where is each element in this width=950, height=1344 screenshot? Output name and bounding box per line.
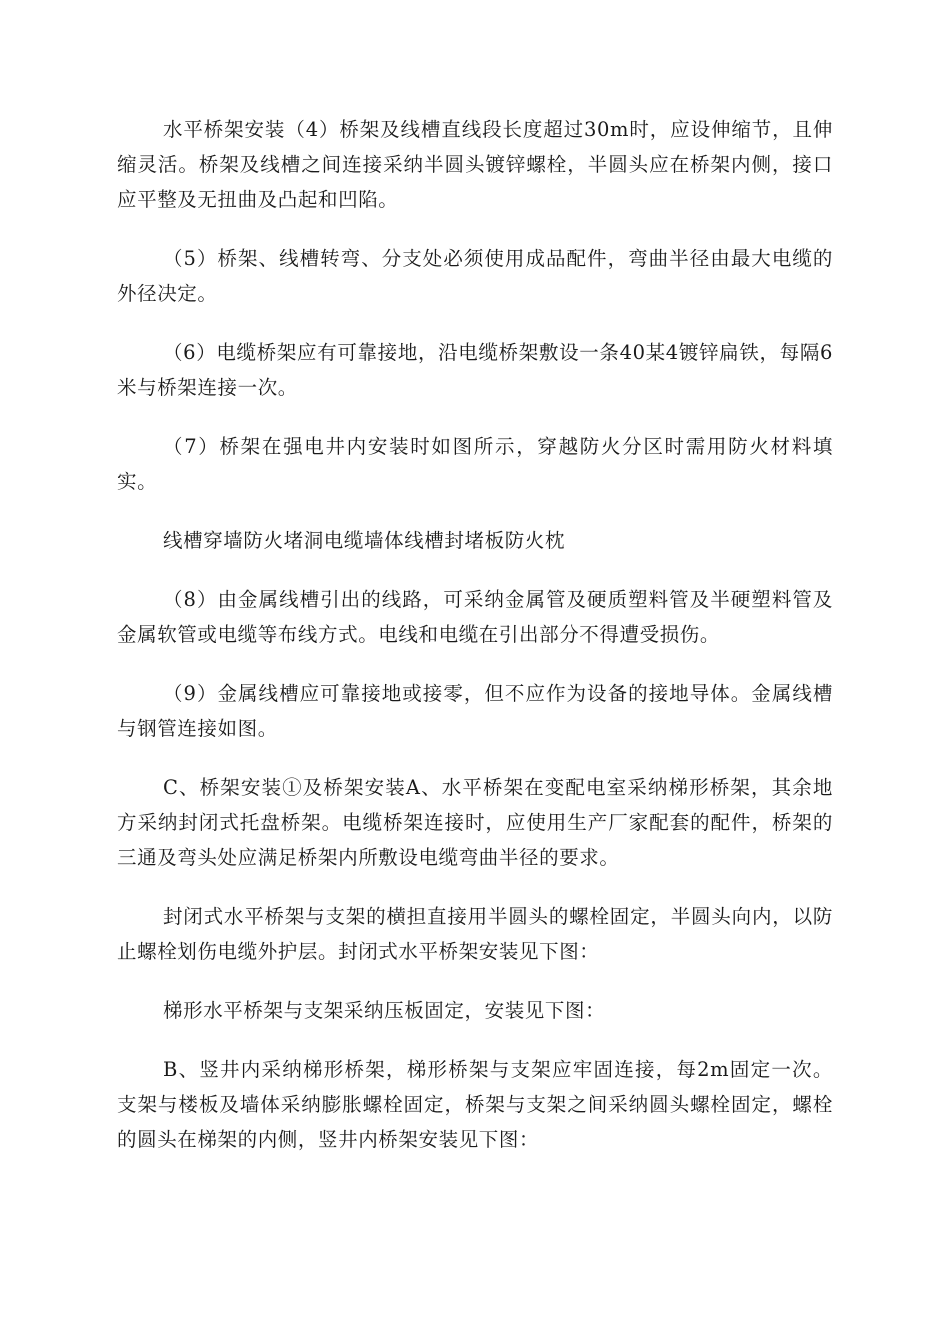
- paragraph-10: 梯形水平桥架与支架采纳压板固定，安装见下图：: [163, 999, 606, 1022]
- paragraph-3: （6）电缆桥架应有可靠接地，沿电缆桥架敷设一条40某4镀锌扁铁，每隔6米与桥架连接一次。: [117, 341, 833, 399]
- paragraph-9: 封闭式水平桥架与支架的横担直接用半圆头的螺栓固定，半圆头向内，以防止螺栓划伤电缆外护层。封闭式水平桥架安装见下图：: [117, 905, 833, 963]
- paragraph-8: C、桥架安装①及桥架安装A、水平桥架在变配电室采纳梯形桥架，其余地方采纳封闭式托盘桥架。电缆桥架连接时，应使用生产厂家配套的配件，桥架的三通及弯头处应满足桥架内所敷设电缆弯曲半径的要求。: [117, 776, 833, 869]
- document-body: [117, 112, 833, 1181]
- paragraph-1: 水平桥架安装（4）桥架及线槽直线段长度超过30m时，应设伸缩节，且伸缩灵活。桥架及线槽之间连接采纳半圆头镀锌螺栓，半圆头应在桥架内侧，接口应平整及无扭曲及凸起和凹陷。: [117, 118, 833, 211]
- paragraph-5: 线槽穿墙防火堵洞电缆墙体线槽封堵板防火枕: [163, 529, 566, 552]
- paragraph-7: （9）金属线槽应可靠接地或接零，但不应作为设备的接地导体。金属线槽与钢管连接如图。: [117, 682, 833, 740]
- paragraph-4: （7）桥架在强电井内安装时如图所示，穿越防火分区时需用防火材料填实。: [117, 435, 833, 493]
- paragraph-11: B、竖井内采纳梯形桥架，梯形桥架与支架应牢固连接，每2m固定一次。支架与楼板及墙体采纳膨胀螺栓固定，桥架与支架之间采纳圆头螺栓固定，螺栓的圆头在梯架的内侧，竖井内桥架安装见下图：: [117, 1058, 833, 1151]
- paragraph-6: （8）由金属线槽引出的线路，可采纳金属管及硬质塑料管及半硬塑料管及金属软管或电缆等布线方式。电线和电缆在引出部分不得遭受损伤。: [117, 588, 833, 646]
- paragraph-2: （5）桥架、线槽转弯、分支处必须使用成品配件，弯曲半径由最大电缆的外径决定。: [117, 247, 833, 305]
